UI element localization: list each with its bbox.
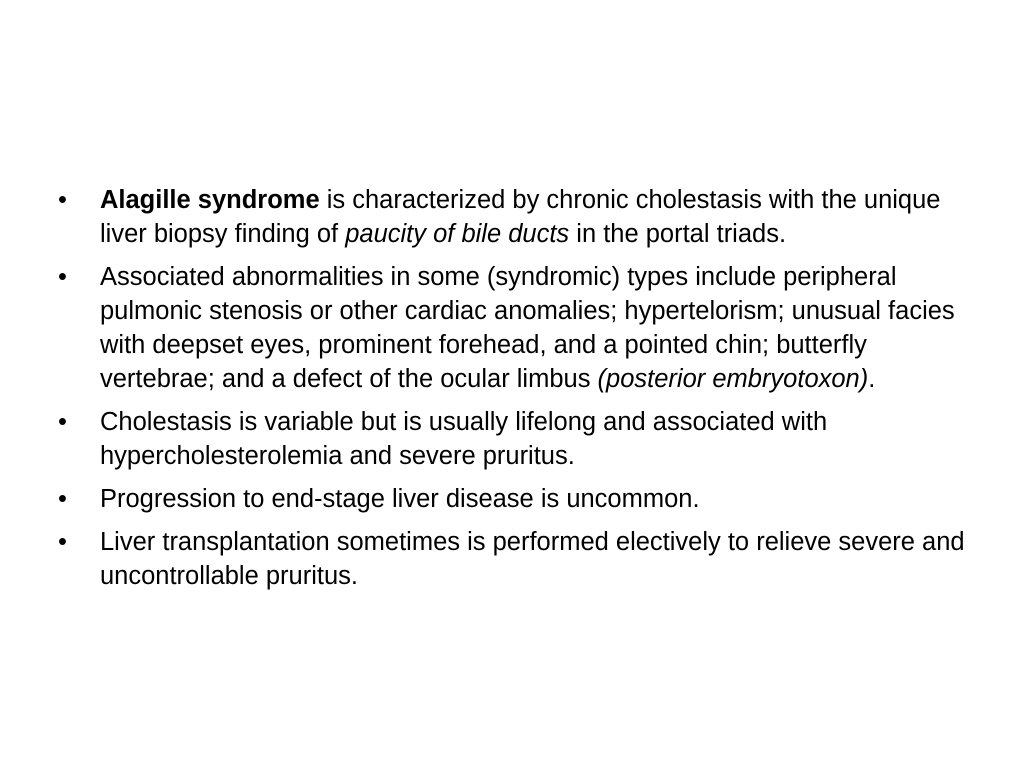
bullet-dot-icon: •	[58, 186, 67, 214]
bold-term: Alagille syndrome	[100, 186, 320, 214]
list-item	[58, 405, 978, 473]
bullet-text: Associated abnormalities in some (syndromic) types include peripheral pulmonic stenosis or other cardiac anomalies; hypertelorism; unusual facies with deepset eyes, prominent forehead, and a pointed chin; butterfly vertebrae; and a defect of the ocular limbus	[100, 263, 955, 393]
italic-phrase: paucity of bile ducts	[345, 220, 570, 248]
list-item	[58, 183, 978, 251]
bullet-dot-icon: •	[58, 485, 67, 513]
italic-phrase: (posterior embryotoxon)	[597, 365, 869, 393]
bullet-dot-icon: •	[58, 263, 67, 291]
bullet-list	[58, 183, 978, 602]
bullet-text-end: .	[868, 365, 876, 393]
list-item	[58, 260, 978, 396]
list-item	[58, 525, 978, 593]
bullet-text: Liver transplantation sometimes is performed electively to relieve severe and uncontrollable pruritus.	[100, 528, 965, 590]
bullet-text-end: in the portal triads.	[569, 220, 787, 248]
bullet-dot-icon: •	[58, 528, 67, 556]
bullet-text: is characterized by chronic cholestasis with the unique liver biopsy finding of	[100, 186, 941, 248]
list-item	[58, 482, 978, 516]
bullet-text: Progression to end-stage liver disease is uncommon.	[100, 485, 700, 513]
bullet-text: Cholestasis is variable but is usually lifelong and associated with hypercholesterolemia and severe pruritus.	[100, 408, 828, 470]
bullet-dot-icon: •	[58, 408, 67, 436]
